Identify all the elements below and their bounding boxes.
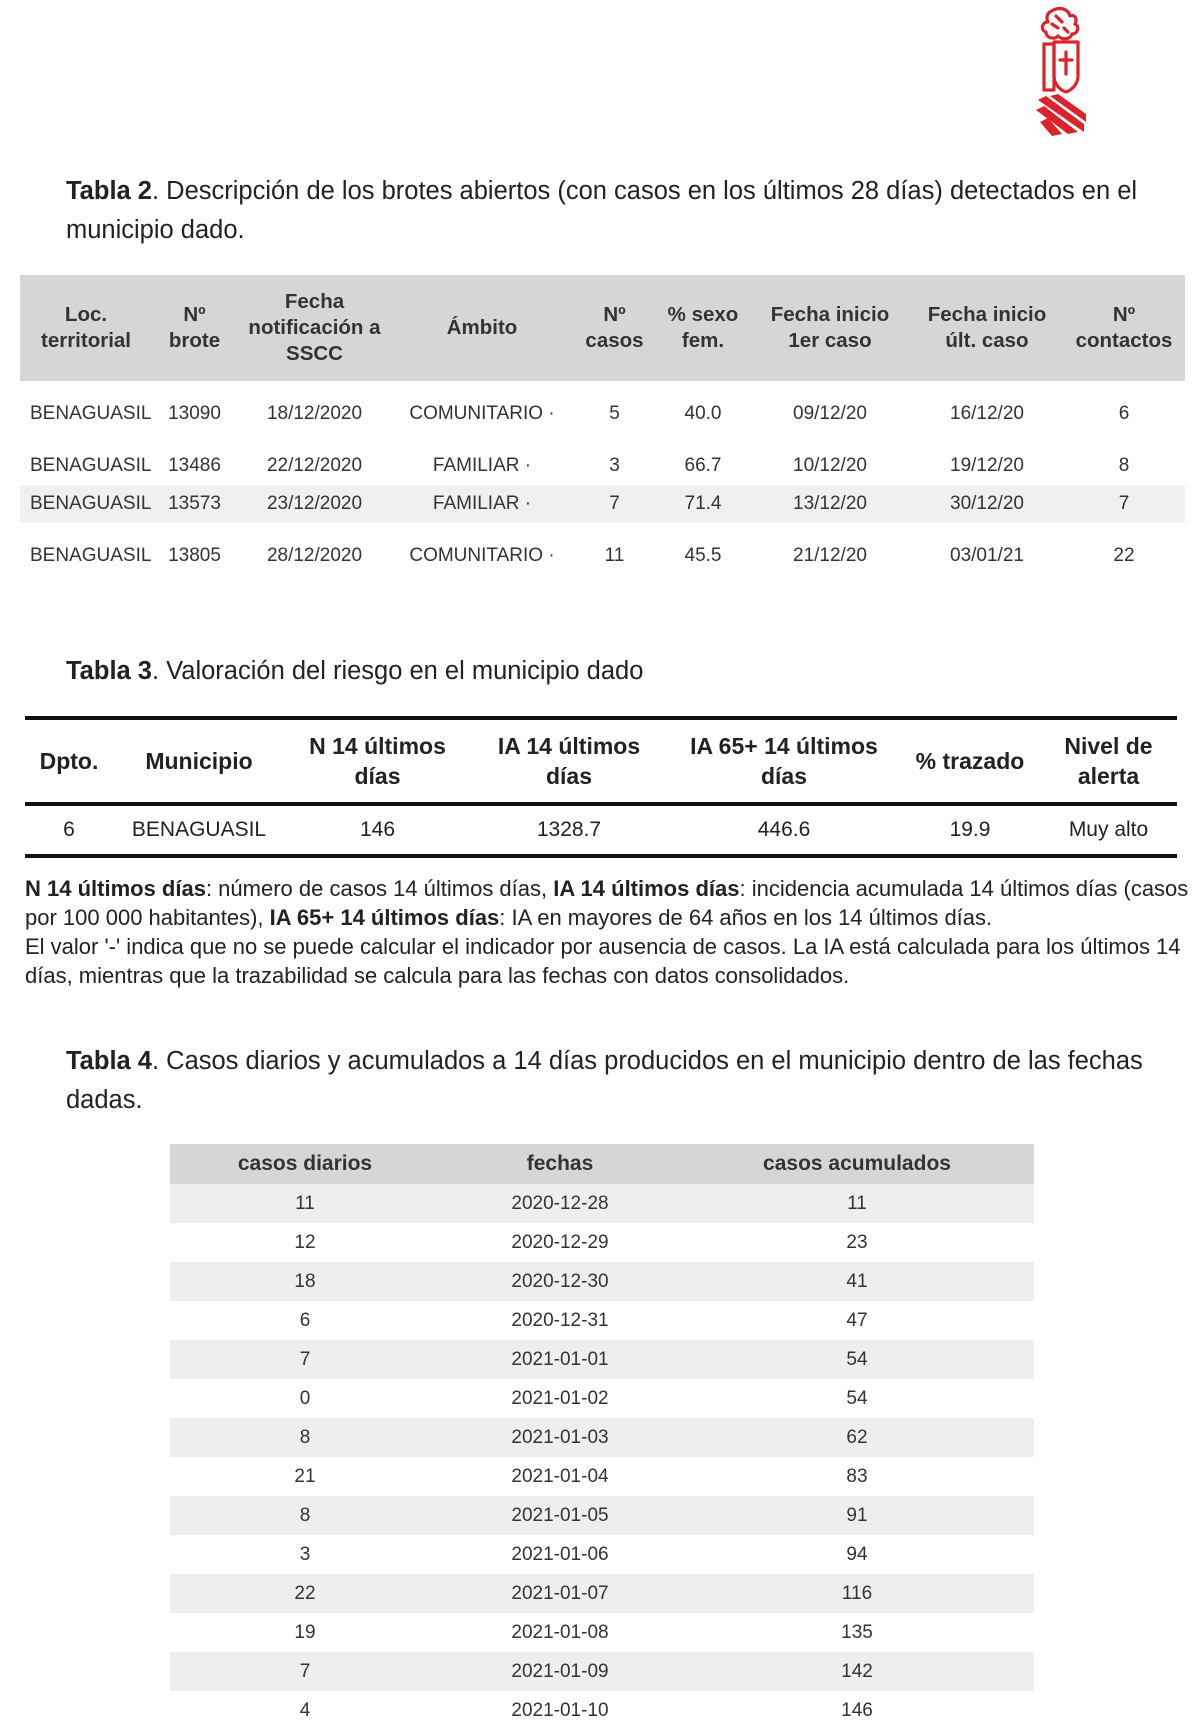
th-dpto: Dpto.: [25, 718, 113, 804]
cell-casos-diarios: 6: [170, 1301, 440, 1340]
th-ia14: IA 14 últimos días: [470, 718, 668, 804]
cell-casos-diarios: 22: [170, 1574, 440, 1613]
cell-contactos: 6: [1118, 403, 1130, 424]
th-n-brote: Nº brote: [152, 275, 237, 381]
tabla2-caption-text: . Descripción de los brotes abiertos (con casos en los últimos 28 días) detectados en el municipio dado.: [66, 177, 1138, 244]
cell-inicio-ult: 03/01/21: [950, 545, 1024, 566]
th-fecha-inicio-1er: Fecha inicio 1er caso: [749, 275, 911, 381]
cell-fecha-notif: 23/12/2020: [237, 485, 392, 523]
cell-casos-diarios: 0: [170, 1379, 440, 1418]
cell-casos-acumulados: 54: [680, 1340, 1034, 1379]
table-row: [170, 1613, 1034, 1652]
table-row: [170, 1457, 1034, 1496]
table-row: [20, 523, 1185, 589]
cell-fecha: 2021-01-05: [440, 1496, 680, 1535]
table-row: [170, 1535, 1034, 1574]
th-n-casos: Nº casos: [572, 275, 657, 381]
cell-loc: BENAGUASIL: [30, 455, 152, 476]
tabla3-caption: [66, 652, 1146, 691]
cell-trazado: 19.9: [949, 818, 991, 841]
cell-municipio: BENAGUASIL: [131, 818, 267, 841]
cell-casos: 5: [609, 403, 620, 424]
cell-fecha: 2020-12-28: [440, 1184, 680, 1223]
notes-method: El valor '-' indica que no se puede calcular el indicador por ausencia de casos. La IA está calculada para los últimos 14 días, mientras que la trazabilidad se calcula para las fechas con datos consolidados.: [25, 934, 1181, 988]
table-row: [170, 1340, 1034, 1379]
cell-casos: 3: [609, 455, 620, 476]
cell-casos-diarios: 7: [170, 1340, 440, 1379]
cell-fecha: 2021-01-03: [440, 1418, 680, 1457]
th-ia65: IA 65+ 14 últimos días: [668, 718, 900, 804]
th-nivel-alerta: Nivel de alerta: [1040, 718, 1177, 804]
cell-inicio-ult: 16/12/20: [950, 403, 1024, 424]
cell-loc: BENAGUASIL: [30, 403, 152, 424]
cell-fecha: 2021-01-08: [440, 1613, 680, 1652]
cell-contactos: 22: [1113, 545, 1135, 566]
cell-fecha: 2020-12-30: [440, 1262, 680, 1301]
th-municipio: Municipio: [113, 718, 285, 804]
cell-inicio-1er: 10/12/20: [793, 455, 867, 476]
cell-fecha: 2021-01-01: [440, 1340, 680, 1379]
table-row: [20, 485, 1185, 523]
th-sexo-fem: % sexo fem.: [657, 275, 749, 381]
cell-casos-acumulados: 47: [680, 1301, 1034, 1340]
table-row: [170, 1223, 1034, 1262]
tabla4-header-row: [170, 1144, 1034, 1184]
cell-inicio-1er: 13/12/20: [749, 485, 911, 523]
cell-ambito: FAMILIAR ·: [392, 485, 572, 523]
th-fecha-inicio-ult: Fecha inicio últ. caso: [911, 275, 1063, 381]
cell-casos: 11: [604, 545, 625, 566]
cell-ia14: 1328.7: [536, 818, 602, 841]
tabla2-header-row: [20, 275, 1185, 381]
tabla2-caption: [66, 172, 1146, 250]
table-row: [25, 804, 1177, 856]
cell-casos-acumulados: 135: [680, 1613, 1034, 1652]
cell-fecha: 2020-12-31: [440, 1301, 680, 1340]
table-row: [170, 1184, 1034, 1223]
tabla4-caption-text: . Casos diarios y acumulados a 14 días producidos en el municipio dentro de las fechas dadas.: [66, 1047, 1143, 1114]
cell-casos-diarios: 7: [170, 1652, 440, 1691]
cell-n14: 146: [359, 818, 396, 841]
cell-casos-diarios: 8: [170, 1418, 440, 1457]
cell-sexo-fem: 45.5: [684, 545, 722, 566]
cell-fecha: 2021-01-04: [440, 1457, 680, 1496]
cell-contactos: 7: [1063, 485, 1185, 523]
cell-casos-acumulados: 54: [680, 1379, 1034, 1418]
cell-casos-acumulados: 146: [680, 1691, 1034, 1730]
cell-brote: 13573: [152, 485, 237, 523]
cell-contactos: 8: [1118, 455, 1130, 476]
table-row: [20, 447, 1185, 485]
table-row: [170, 1691, 1034, 1730]
cell-fecha: 2021-01-07: [440, 1574, 680, 1613]
cell-casos-diarios: 19: [170, 1613, 440, 1652]
th-ambito: Ámbito: [392, 275, 572, 381]
tabla4-caption-label: Tabla 4: [66, 1047, 152, 1075]
cell-inicio-1er: 09/12/20: [793, 403, 867, 424]
cell-ambito: COMUNITARIO ·: [409, 545, 555, 566]
cell-casos-acumulados: 41: [680, 1262, 1034, 1301]
tabla3-header-row: [25, 718, 1177, 804]
cell-casos-diarios: 8: [170, 1496, 440, 1535]
cell-nivel-alerta: Muy alto: [1068, 818, 1149, 841]
cell-dpto: 6: [63, 818, 75, 841]
cell-fecha: 2020-12-29: [440, 1223, 680, 1262]
cell-inicio-1er: 21/12/20: [793, 545, 867, 566]
cell-fecha-notif: 18/12/2020: [266, 403, 363, 424]
tabla3-notes: [25, 874, 1190, 990]
th-trazado: % trazado: [900, 718, 1040, 804]
tabla3-risk-table: [25, 716, 1177, 858]
th-fechas: fechas: [440, 1144, 680, 1184]
notes-definitions: [25, 874, 1190, 932]
cell-fecha: 2021-01-10: [440, 1691, 680, 1730]
cell-casos-diarios: 18: [170, 1262, 440, 1301]
cell-casos-diarios: 4: [170, 1691, 440, 1730]
th-n14: N 14 últimos días: [285, 718, 470, 804]
th-loc-territorial: Loc. territorial: [20, 275, 152, 381]
cell-casos-diarios: 21: [170, 1457, 440, 1496]
cell-casos-acumulados: 62: [680, 1418, 1034, 1457]
table-row: [170, 1418, 1034, 1457]
cell-casos-acumulados: 83: [680, 1457, 1034, 1496]
note-n14-label: N 14 últimos días: [25, 876, 206, 901]
note-n14-text: : número de casos 14 últimos días,: [205, 876, 554, 901]
cell-fecha: 2021-01-02: [440, 1379, 680, 1418]
cell-casos-acumulados: 91: [680, 1496, 1034, 1535]
note-ia65-text: : IA en mayores de 64 años en los 14 últimos días.: [499, 905, 993, 930]
tabla3-caption-label: Tabla 3: [66, 657, 152, 685]
cell-casos-acumulados: 142: [680, 1652, 1034, 1691]
th-n-contactos: Nº contactos: [1063, 275, 1185, 381]
cell-sexo-fem: 71.4: [657, 485, 749, 523]
cell-inicio-ult: 30/12/20: [911, 485, 1063, 523]
cell-sexo-fem: 40.0: [684, 403, 722, 424]
table-row: [170, 1496, 1034, 1535]
note-ia14-label: IA 14 últimos días: [553, 876, 740, 901]
tabla3-caption-text: . Valoración del riesgo en el municipio dado: [151, 657, 644, 685]
cell-inicio-ult: 19/12/20: [950, 455, 1024, 476]
table-row: [20, 381, 1185, 447]
cell-brote: 13090: [168, 403, 221, 424]
generalitat-logo-icon: [1028, 4, 1088, 144]
th-casos-diarios: casos diarios: [170, 1144, 440, 1184]
note-ia14-text: : incidencia acumulada 14 últimos días (casos por 100 000 habitantes),: [25, 876, 1189, 930]
cell-casos-acumulados: 94: [680, 1535, 1034, 1574]
tabla2-caption-label: Tabla 2: [66, 177, 152, 205]
th-casos-acumulados: casos acumulados: [680, 1144, 1034, 1184]
cell-ambito: FAMILIAR ·: [432, 455, 532, 476]
th-fecha-notificacion: Fecha notificación a SSCC: [237, 275, 392, 381]
cell-loc: BENAGUASIL: [30, 545, 152, 566]
cell-fecha: 2021-01-06: [440, 1535, 680, 1574]
tabla4-caption: [66, 1042, 1146, 1120]
cell-ia65: 446.6: [757, 818, 811, 841]
cell-casos-diarios: 3: [170, 1535, 440, 1574]
cell-sexo-fem: 66.7: [684, 455, 722, 476]
table-row: [170, 1301, 1034, 1340]
note-ia65-label: IA 65+ 14 últimos días: [269, 905, 500, 930]
cell-casos: 7: [572, 485, 657, 523]
cell-brote: 13805: [168, 545, 221, 566]
cell-casos-diarios: 12: [170, 1223, 440, 1262]
cell-casos-acumulados: 116: [680, 1574, 1034, 1613]
cell-ambito: COMUNITARIO ·: [409, 403, 555, 424]
tabla4-body: [170, 1184, 1034, 1730]
cell-fecha-notif: 28/12/2020: [266, 545, 363, 566]
table-row: [170, 1262, 1034, 1301]
table-row: [170, 1574, 1034, 1613]
cell-casos-acumulados: 11: [680, 1184, 1034, 1223]
table-row: [170, 1379, 1034, 1418]
cell-fecha: 2021-01-09: [440, 1652, 680, 1691]
cell-casos-diarios: 11: [170, 1184, 440, 1223]
tabla2-outbreaks-table: [20, 275, 1185, 589]
cell-brote: 13486: [168, 455, 221, 476]
cell-casos-acumulados: 23: [680, 1223, 1034, 1262]
cell-fecha-notif: 22/12/2020: [266, 455, 363, 476]
tabla4-daily-cases-table: [170, 1144, 1034, 1730]
cell-loc: BENAGUASIL: [20, 485, 152, 523]
table-row: [170, 1652, 1034, 1691]
